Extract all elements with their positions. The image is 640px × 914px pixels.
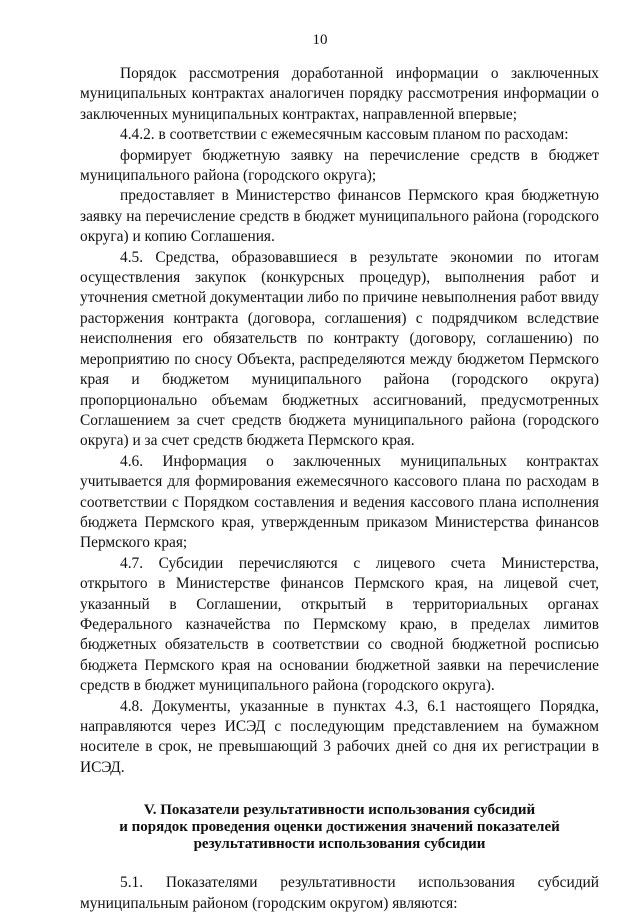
- paragraph-4-4-2: 4.4.2. в соответствии с ежемесячным кассовым планом по расходам:: [120, 126, 569, 144]
- paragraph-forms-request: формирует бюджетную заявку на перечисление средств в бюджет муниципального района (городского округа);: [80, 146, 599, 185]
- paragraph-4-6: 4.6. Информация о заключенных муниципальных контрактах учитывается для формирования ежемесячного кассового плана по расходам в соответствии с Порядком составления и ведения кассового плана исполнения бюджета Пермского края, утвержденным приказом Министерства финансов Пермского края;: [80, 452, 599, 552]
- paragraph-review-procedure: Порядок рассмотрения доработанной информации о заключенных муниципальных контрактах аналогичен порядку рассмотрения информации о заключенных муниципальных контрактах, направленной впервые;: [80, 65, 599, 123]
- section-heading-v: [80, 802, 599, 853]
- paragraph-submits-request: предоставляет в Министерство финансов Пермского края бюджетную заявку на перечисление средств в бюджет муниципального района (городского округа) и копию Соглашения.: [80, 187, 599, 246]
- section-heading-line-2: и порядок проведения оценки достижения значений показателей: [119, 819, 560, 836]
- section-heading-line-1: V. Показатели результативности использования субсидий: [143, 802, 536, 819]
- paragraph-5-1: 5.1. Показателями результативности использования субсидий муниципальным районом (городским округом) являются:: [80, 874, 599, 912]
- paragraph-4-5: 4.5. Средства, образовавшиеся в результате экономии по итогам осуществления закупок (конкурсных процедур), выполнения работ и уточнения сметной документации либо по причине невыполнения работ ввиду расторжения контракта (договора, соглашения) с подрядчиком вследствие неисполнения его обязательств по контракту (договору, соглашению) по мероприятию по сносу Объекта, распределяются между бюджетом Пермского края и бюджетом муниципального района (городского округа) пропорционально объемам бюджетных ассигнований, предусмотренных Соглашением за счет средств бюджета муниципального района (городского округа) и за счет средств бюджета Пермского края.: [80, 248, 599, 450]
- page-number: 10: [312, 32, 328, 48]
- document-body: [80, 64, 599, 914]
- paragraph-4-8: 4.8. Документы, указанные в пунктах 4.3, 6.1 настоящего Порядка, направляются через ИСЭД с последующим представлением на бумажном носителе в срок, не превышающий 3 рабочих дней со дня их регистрации в ИСЭД.: [80, 697, 599, 776]
- paragraph-4-7: 4.7. Субсидии перечисляются с лицевого счета Министерства, открытого в Министерстве финансов Пермского края, на лицевой счет, указанный в Соглашении, открытый в территориальных органах Федерального казначейства по Пермскому краю, в пределах лимитов бюджетных обязательств в соответствии со сводной бюджетной росписью бюджета Пермского края на основании бюджетной заявки на перечисление средств в бюджет муниципального района (городского округа).: [80, 554, 599, 695]
- section-heading-line-3: результативности использования субсидии: [193, 836, 486, 853]
